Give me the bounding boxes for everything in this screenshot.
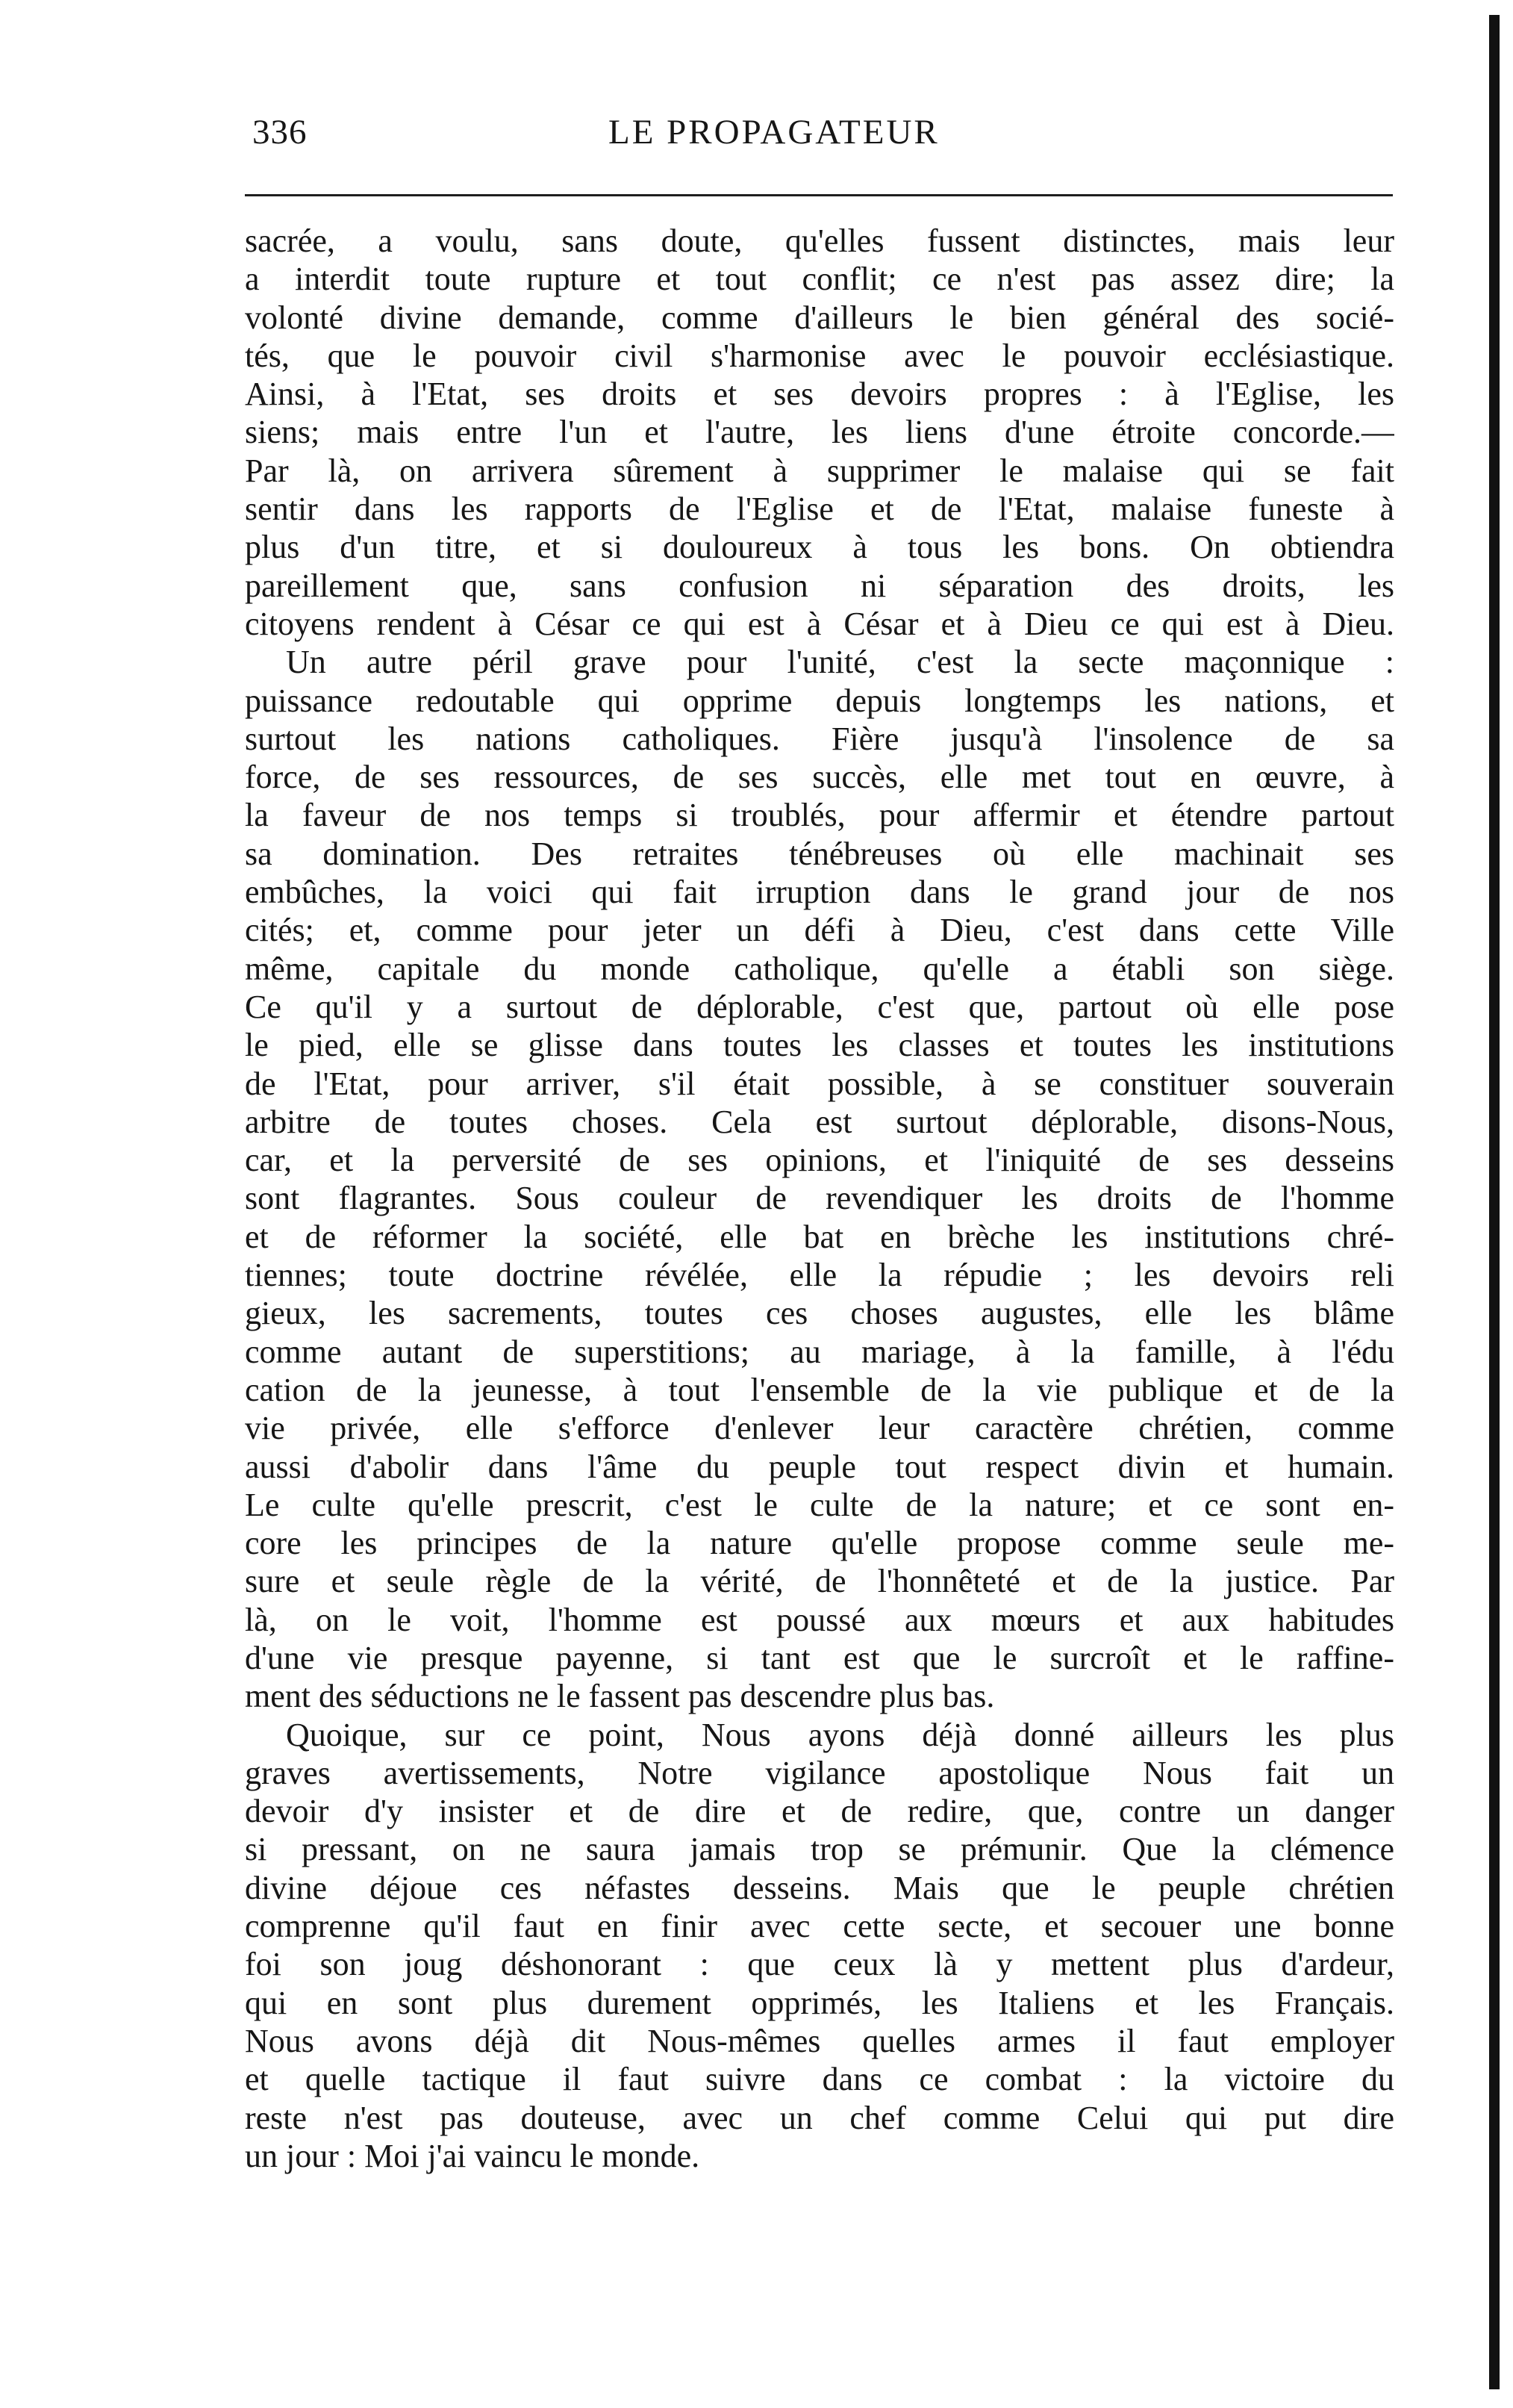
text-line: Le culte qu'elle prescrit, c'est le culte de la nature; et ce sont en- (245, 1486, 1394, 1523)
text-line: tés, que le pouvoir civil s'harmonise avec le pouvoir ecclésiastique. (245, 337, 1394, 374)
text-line: sa domination. Des retraites ténébreuses où elle machinait ses (245, 835, 1394, 872)
text-line: reste n'est pas douteuse, avec un chef comme Celui qui put dire (245, 2099, 1394, 2136)
running-title: LE PROPAGATEUR (608, 113, 940, 152)
text-line: sacrée, a voulu, sans doute, qu'elles fussent distinctes, mais leur (245, 223, 1394, 259)
page-number: 336 (252, 113, 308, 152)
text-line: un jour : Moi j'ai vaincu le monde. (245, 2137, 700, 2174)
text-line: cation de la jeunesse, à tout l'ensemble de la vie publique et de la (245, 1371, 1394, 1408)
text-line: Quoique, sur ce point, Nous ayons déjà donné ailleurs les plus (286, 1716, 1394, 1753)
text-line: et de réformer la société, elle bat en brèche les institutions chré- (245, 1218, 1394, 1255)
text-line: tiennes; toute doctrine révélée, elle la répudie ; les devoirs reli (245, 1257, 1394, 1294)
text-line: surtout les nations catholiques. Fière jusqu'à l'insolence de sa (245, 720, 1394, 757)
text-line: Un autre péril grave pour l'unité, c'est la secte maçonnique : (286, 644, 1394, 681)
text-line: divine déjoue ces néfastes desseins. Mais que le peuple chrétien (245, 1869, 1394, 1906)
header-rule (245, 194, 1393, 196)
text-line: ment des séductions ne le fassent pas descendre plus bas. (245, 1678, 995, 1715)
text-line: de l'Etat, pour arriver, s'il était possible, à se constituer souverain (245, 1065, 1394, 1102)
text-line: force, de ses ressources, de ses succès, elle met tout en œuvre, à (245, 759, 1394, 796)
text-line: plus d'un titre, et si douloureux à tous les bons. On obtiendra (245, 529, 1394, 566)
text-line: a interdit toute rupture et tout conflit; ce n'est pas assez dire; la (245, 261, 1394, 298)
text-line: cités; et, comme pour jeter un défi à Dieu, c'est dans cette Ville (245, 912, 1394, 949)
text-line: core les principes de la nature qu'elle propose comme seule me- (245, 1525, 1394, 1562)
text-line: comprenne qu'il faut en finir avec cette secte, et secouer une bonne (245, 1908, 1394, 1945)
text-line: d'une vie presque payenne, si tant est que le surcroît et le raffine- (245, 1639, 1394, 1676)
text-line: même, capitale du monde catholique, qu'elle a établi son siège. (245, 950, 1394, 987)
text-line: car, et la perversité de ses opinions, et l'iniquité de ses desseins (245, 1142, 1394, 1179)
text-line: qui en sont plus durement opprimés, les Italiens et les Français. (245, 1984, 1394, 2021)
text-line: aussi d'abolir dans l'âme du peuple tout respect divin et humain. (245, 1448, 1394, 1485)
text-line: et quelle tactique il faut suivre dans ce combat : la victoire du (245, 2061, 1394, 2098)
text-line: vie privée, elle s'efforce d'enlever leur caractère chrétien, comme (245, 1410, 1394, 1447)
text-line: Ainsi, à l'Etat, ses droits et ses devoirs propres : à l'Eglise, les (245, 376, 1394, 413)
text-line: graves avertissements, Notre vigilance apostolique Nous fait un (245, 1754, 1394, 1791)
text-line: devoir d'y insister et de dire et de redire, que, contre un danger (245, 1793, 1394, 1830)
text-line: gieux, les sacrements, toutes ces choses augustes, elle les blâme (245, 1295, 1394, 1332)
text-line: embûches, la voici qui fait irruption dans le grand jour de nos (245, 874, 1394, 911)
text-line: sont flagrantes. Sous couleur de revendiquer les droits de l'homme (245, 1180, 1394, 1217)
text-line: Par là, on arrivera sûrement à supprimer le malaise qui se fait (245, 452, 1394, 489)
text-line: citoyens rendent à César ce qui est à César et à Dieu ce qui est à Dieu. (245, 605, 1394, 642)
text-line: sure et seule règle de la vérité, de l'honnêteté et de la justice. Par (245, 1563, 1394, 1600)
text-line: puissance redoutable qui opprime depuis longtemps les nations, et (245, 682, 1394, 719)
text-line: sentir dans les rapports de l'Eglise et de l'Etat, malaise funeste à (245, 491, 1394, 528)
text-line: pareillement que, sans confusion ni séparation des droits, les (245, 567, 1394, 604)
text-line: volonté divine demande, comme d'ailleurs le bien général des socié- (245, 299, 1394, 336)
text-line: là, on le voit, l'homme est poussé aux mœurs et aux habitudes (245, 1601, 1394, 1638)
text-line: la faveur de nos temps si troublés, pour affermir et étendre partout (245, 797, 1394, 834)
text-line: foi son joug déshonorant : que ceux là y mettent plus d'ardeur, (245, 1946, 1394, 1983)
body-text (245, 222, 1394, 2175)
text-line: si pressant, on ne saura jamais trop se prémunir. Que la clémence (245, 1831, 1394, 1868)
text-line: siens; mais entre l'un et l'autre, les liens d'une étroite concorde.— (245, 414, 1394, 451)
text-line: arbitre de toutes choses. Cela est surtout déplorable, disons-Nous, (245, 1103, 1394, 1140)
text-line: Nous avons déjà dit Nous-mêmes quelles armes il faut employer (245, 2022, 1394, 2059)
text-line: le pied, elle se glisse dans toutes les classes et toutes les institutions (245, 1027, 1394, 1064)
text-line: Ce qu'il y a surtout de déplorable, c'est que, partout où elle pose (245, 988, 1394, 1025)
text-line: comme autant de superstitions; au mariage, à la famille, à l'édu (245, 1333, 1394, 1370)
scan-edge-shadow (1489, 15, 1500, 2389)
